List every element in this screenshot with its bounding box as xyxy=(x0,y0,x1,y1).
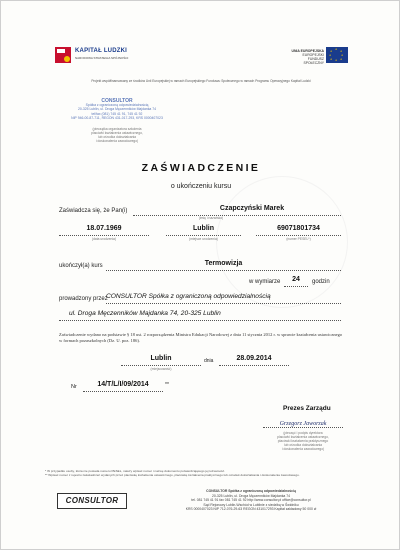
issue-place-line xyxy=(121,355,201,366)
org-name: CONSULTOR Spółka z ograniczoną odpowiedzialnością xyxy=(106,293,271,300)
eu-line: EUROPEJSKI xyxy=(302,53,324,57)
number-line xyxy=(83,381,163,392)
footnote: * W przypadku osoby, która nie posiada numeru PESEL, należy wpisać numer i nazwę dokumentu potwierdzającego jej tożsamość. xyxy=(45,469,225,473)
person-label: Zaświadcza się, że Pan(i) xyxy=(59,208,128,214)
stamp-line: NIP 946-00-87-711, REGON 431-017-293, KRS 0000407023 xyxy=(71,115,163,120)
kapital-ludzki-logo xyxy=(55,47,135,65)
kapital-ludzki-title: KAPITAŁ LUDZKI xyxy=(75,48,128,54)
person-name-line xyxy=(133,205,341,216)
eu-flag-icon: ★ ★ ★ ★ ★ ★ ★ ★ xyxy=(326,47,348,63)
stamp-note-line: placówki kształcenia ustawicznego, xyxy=(91,131,143,135)
stamp-note-line: i doskonalenia zawodowego) xyxy=(95,139,139,143)
signature-caption-line: (pieczęć i podpis dyrektora xyxy=(283,431,323,435)
course-name-line xyxy=(106,260,341,271)
footer-logo-text: CONSULTOR xyxy=(65,496,119,505)
course-label: ukończył(a) kurs xyxy=(59,263,103,269)
issue-date: 28.09.2014 xyxy=(236,355,272,362)
footer-line: CONSULTOR Spółka z ograniczoną odpowiedzialnością xyxy=(206,489,296,493)
stamp-note-line: (pieczątka organizatora szkolenia xyxy=(92,127,142,131)
issue-place-caption: (miejscowość) xyxy=(150,367,172,371)
pesel: 69071801734 xyxy=(277,225,320,232)
footer-line: Sąd Rejonowy Lublin-Wschód w Lublinie z siedzibą w Świdniku xyxy=(203,502,299,507)
course-name: Termowizja xyxy=(204,260,243,267)
person-name-caption: (imię i nazwisko) xyxy=(198,216,224,220)
eu-text xyxy=(291,49,324,65)
stamp-name: CONSULTOR xyxy=(101,98,133,104)
org-prefix: prowadzony przez xyxy=(59,296,108,302)
stamp-line: Spółka z ograniczoną odpowiedzialnością xyxy=(85,103,149,108)
signature-name: Grzegorz Jaworzak xyxy=(263,421,343,428)
birth-date-caption: (data urodzenia) xyxy=(91,237,116,241)
certificate-number: 14/T/L/I/09/2014 xyxy=(97,381,149,388)
hours-line xyxy=(284,276,308,287)
project-note: Projekt współfinansowany ze środków Unii Europejskiej w ramach Europejskiego Funduszu Społecznego w ramach Programu Operacyjnego Kapitał Ludzki xyxy=(91,79,311,83)
course-hours: 24 xyxy=(292,276,300,283)
footer-line: tel. 081 745 41 91 fax 081 745 41 92 http://www.consultor.pl office@consultor.pl xyxy=(191,498,311,503)
page-title: ZAŚWIADCZENIE xyxy=(141,162,261,174)
number-label: Nr xyxy=(71,384,77,390)
birth-place-caption: (miejsce urodzenia) xyxy=(189,237,218,241)
footer-company-info xyxy=(141,489,361,512)
pesel-line xyxy=(256,225,341,236)
issue-date-word: dnia xyxy=(204,358,214,364)
footer-logo xyxy=(57,493,127,509)
birth-date-line xyxy=(59,225,149,236)
signature-caption-line: lub ośrodka dokształcania xyxy=(284,443,322,447)
footer-line: 20-325 Lublin, ul. Droga Męczenników Majdanka 74 xyxy=(211,493,291,498)
organizer-stamp xyxy=(71,99,163,120)
kapital-ludzki-subtitle: NARODOWA STRATEGIA SPÓJNOŚCI xyxy=(75,56,129,60)
footer-line: KRS 0000407023 NIP 712-076-29-63 REGON 431017293 Kapitał zakładowy 50 000 zł xyxy=(185,507,317,512)
kapital-ludzki-flag-icon xyxy=(55,47,71,63)
birth-place: Lublin xyxy=(193,225,214,232)
stamp-line: tel/fax (081) 745 41 91, 745 41 92 xyxy=(91,111,143,116)
hours-suffix: godzin xyxy=(312,279,330,285)
birth-place-line xyxy=(166,225,241,236)
signature-caption-line: placówki kształcenia praktycznego xyxy=(277,439,329,443)
page-subtitle: o ukończeniu kursu xyxy=(170,183,232,190)
org-address: ul. Droga Męczenników Majdanka 74, 20-325 Lublin xyxy=(69,310,221,317)
hours-prefix: w wymiarze xyxy=(249,279,281,285)
footnote: ** Wpisać numer z rejestru zaświadczeń wydanych przez placówkę kształcenia ustawicznego, placówkę kształcenia praktycznego lub ośrodek dokształcania i doskonalenia zawodowego. xyxy=(45,473,300,478)
watermark xyxy=(216,176,348,308)
person-name: Czapczyński Marek xyxy=(219,205,285,212)
birth-date: 18.07.1969 xyxy=(86,225,122,232)
signature-stamp xyxy=(257,431,349,451)
stamp-note xyxy=(79,127,155,143)
eu-line: FUNDUSZ SPOŁECZNY xyxy=(303,57,324,65)
stamp-line: 20-325 Lublin, ul. Droga Męczenników Majdanka 74 xyxy=(77,107,157,112)
issue-place: Lublin xyxy=(150,355,172,362)
eu-logo xyxy=(291,47,351,69)
org-address-line xyxy=(59,310,341,321)
pesel-caption: (numer PESEL*) xyxy=(286,237,311,241)
eu-line: UNIA EUROPEJSKA xyxy=(291,49,324,53)
issue-date-line xyxy=(219,355,289,366)
signature-title: Prezes Zarządu xyxy=(283,405,331,412)
footnotes xyxy=(45,469,363,477)
legal-basis: Zaświadczenie wydano na podstawie § 18 ust. 2 rozporządzenia Ministra Edukacji Narodowej z dnia 11 stycznia 2012 r. w sprawie kształcenia ustawicznego w formach pozaszkolnych (Dz. U. poz. 186). xyxy=(59,332,343,343)
org-name-line xyxy=(106,293,341,304)
stamp-note-line: lub ośrodka dokształcania xyxy=(98,135,136,139)
signature-caption-line: placówki kształcenia ustawicznego, xyxy=(277,435,329,439)
signature-caption-line: i doskonalenia zawodowego) xyxy=(281,447,325,451)
number-suffix: ** xyxy=(165,382,169,388)
